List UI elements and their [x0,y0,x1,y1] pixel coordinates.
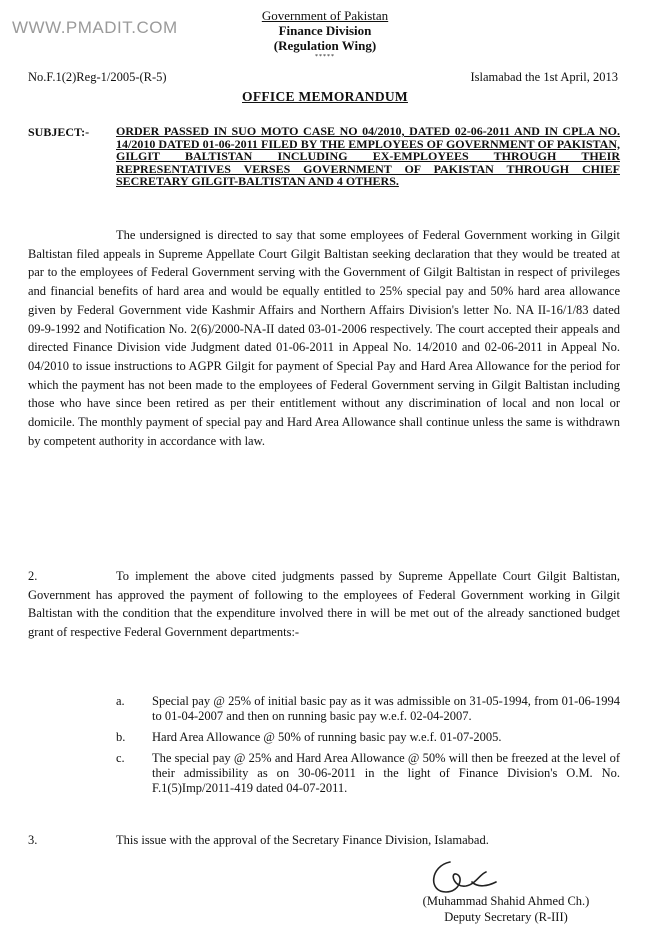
paragraph-2 [28,567,620,642]
document-title: OFFICE MEMORANDUM [242,89,408,104]
reference-line [28,70,618,85]
paragraph-2-number: 2. [28,569,38,583]
list-item [28,730,620,745]
list-item [28,751,620,796]
signatory-name: (Muhammad Shahid Ahmed Ch.) [422,894,590,908]
paragraph-1: The undersigned is directed to say that some employees of Federal Government working in Gilgit Baltistan filed appeals in Supreme Appellate Court Gilgit Baltistan seeking declaration that they would be treated at par to the employees of Federal Government serving with the Government of Gilgit Baltistan in respect of privileges and financial benefits of hard area and would be equally entitled to 25% special pay and 50% hard area allowance given by Federal Government vide Kashmir Affairs and Northern Affairs Division's letter No. NA II-16/1/83 dated 09-9-1992 and Notification No. 2(6)/2000-NA-II dated 03-01-2006 respectively. The court accepted their appeals and directed Finance Division vide Judgment dated 01-06-2011 in Appeal No. 14/2010 and 02-06-2011 in Appeal No. 04/2010 to issue instructions to AGPR Gilgit for payment of Special Pay and Hard Area Allowance for the period for which the payment has not been made to the employees of Federal Government serving in Gilgit Baltistan including those who have since been retired as per their entitlement without any discrimination of local and non local or domicile. The monthly payment of special pay and Hard Area Allowance shall continue unless the same is withdrawn by competent authority in accordance with law. [28,228,620,448]
benefit-list [28,694,620,802]
paragraph-2-text: To implement the above cited judgments passed by Supreme Appellate Court Gilgit Baltistan, Government has approved the payment of following to the employees of Federal Government working in Gilgit Baltistan with the condition that the expenditure involved there in will be met out of the already sanctioned budget grant of respective Federal Government departments:- [28,569,620,640]
letterhead [0,8,650,61]
paragraph-3-text: This issue with the approval of the Secretary Finance Division, Islamabad. [116,833,489,847]
signatory-block [396,893,616,925]
list-item-text: Hard Area Allowance @ 50% of running basic pay w.e.f. 01-07-2005. [152,730,502,744]
letterhead-wing: (Regulation Wing) [273,38,377,53]
reference-number: No.F.1(2)Reg-1/2005-(R-5) [28,70,167,84]
subject-text: ORDER PASSED IN SUO MOTO CASE NO 04/2010, DATED 02-06-2011 AND IN CPLA NO. 14/2010 DATED 01-06-2011 FILED BY THE EMPLOYEES OF GOVERNMENT OF PAKISTAN, GILGIT BALTISTAN INCLUDING EX-EMPLOYEES THROUGH THEIR REPRESENTATIVES VERSES GOVERNMENT OF PAKISTAN THROUGH CHIEF SECRETARY GILGIT-BALTISTAN AND 4 OTHERS. [116,124,620,189]
paragraph-3-number: 3. [28,833,38,847]
paragraph-3 [28,833,620,848]
list-item-letter: b. [116,730,126,744]
list-item-text: The special pay @ 25% and Hard Area Allowance @ 50% will then be freezed at the level of their admissibility as on 30-06-2011 in the light of Finance Division's O.M. No. F.1(5)Imp/2011-419 dated 04-07-2011. [152,751,620,795]
letterhead-division: Finance Division [278,23,372,38]
reference-date: Islamabad the 1st April, 2013 [470,70,618,84]
letterhead-government: Government of Pakistan [261,8,389,23]
list-item [28,694,620,724]
subject-label: SUBJECT:- [28,125,90,139]
letterhead-separator: ***** [315,54,335,60]
list-item-letter: a. [116,694,125,708]
signatory-designation: Deputy Secretary (R-III) [444,910,568,924]
watermark: WWW.PMADIT.COM [12,18,178,37]
list-item-letter: c. [116,751,125,765]
subject-block [28,125,620,188]
list-item-text: Special pay @ 25% of initial basic pay as it was admissible on 31-05-1994, from 01-06-1994 to 01-04-2007 and then on running basic pay w.e.f. 02-04-2007. [152,694,620,723]
